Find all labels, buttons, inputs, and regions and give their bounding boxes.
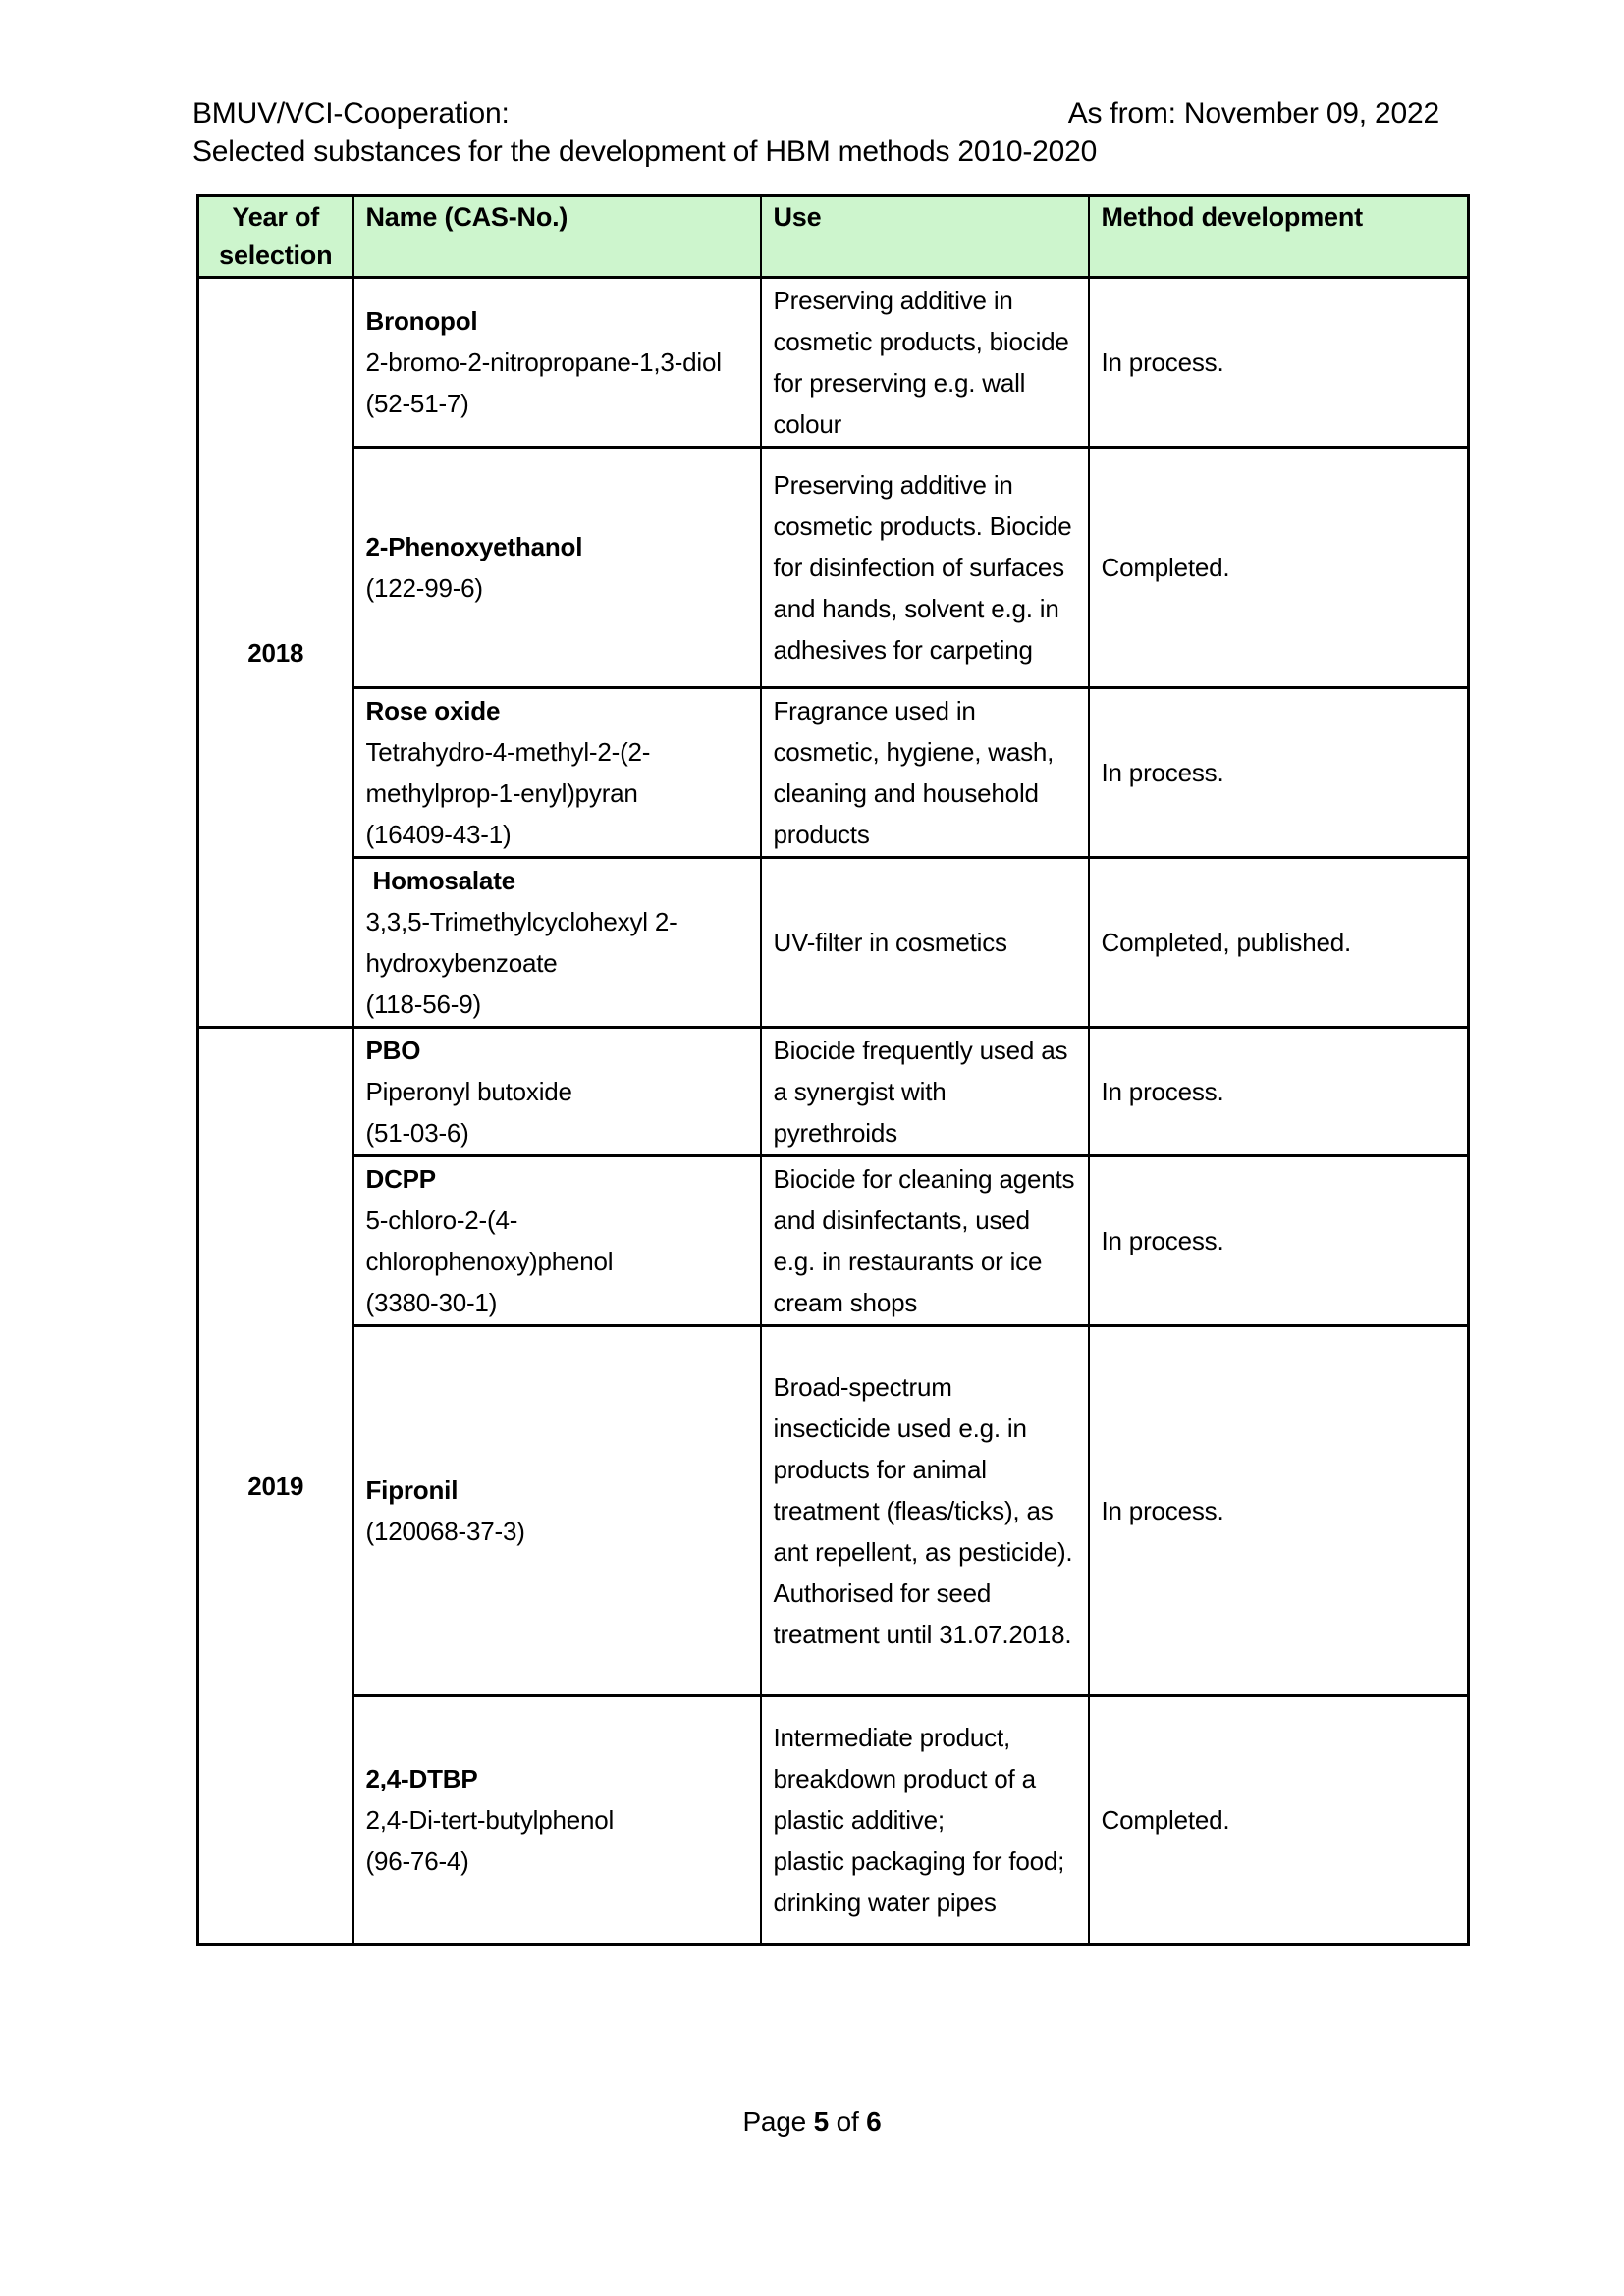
substance-name: 2-Phenoxyethanol bbox=[365, 532, 583, 561]
cell-year-2019: 2019 bbox=[198, 1028, 353, 1945]
cell-name bbox=[353, 1028, 761, 1156]
use-paragraph: Intermediate product, breakdown product of a plastic additive; bbox=[773, 1723, 1036, 1835]
cell-method: In process. bbox=[1089, 688, 1469, 858]
substance-name: Rose oxide bbox=[365, 696, 501, 725]
cell-use bbox=[761, 1156, 1089, 1326]
use-paragraph: Fragrance used in cosmetic, hygiene, wash, cleaning and household products bbox=[773, 696, 1055, 849]
col-header-name: Name (CAS-No.) bbox=[353, 196, 761, 278]
cell-name bbox=[353, 1156, 761, 1326]
cell-method: Completed, published. bbox=[1089, 858, 1469, 1028]
cell-use bbox=[761, 448, 1089, 688]
cell-name bbox=[353, 1696, 761, 1945]
table-row bbox=[198, 1028, 1469, 1156]
footer-prefix: Page bbox=[742, 2107, 807, 2137]
substance-cas: (16409-43-1) bbox=[365, 820, 512, 849]
footer-page-number: 5 bbox=[813, 2107, 830, 2137]
use-paragraph: Preserving additive in cosmetic products, biocide for preserving e.g. wall colour bbox=[773, 286, 1069, 439]
cell-year-2018: 2018 bbox=[198, 278, 353, 1028]
cell-method: Completed. bbox=[1089, 448, 1469, 688]
substance-chemname: 5-chloro-2-(4-chlorophenoxy)phenol bbox=[365, 1205, 614, 1276]
substance-chemname: 2,4-Di-tert-butylphenol bbox=[365, 1805, 615, 1835]
cell-method: In process. bbox=[1089, 1028, 1469, 1156]
footer-total-pages: 6 bbox=[866, 2107, 882, 2137]
table-row bbox=[198, 1696, 1469, 1945]
use-paragraph: Biocide frequently used as a synergist with pyrethroids bbox=[773, 1036, 1068, 1148]
header-date: As from: November 09, 2022 bbox=[1067, 97, 1439, 130]
table-row bbox=[198, 858, 1469, 1028]
table-row bbox=[198, 1326, 1469, 1696]
col-header-method: Method development bbox=[1089, 196, 1469, 278]
table-row bbox=[198, 278, 1469, 448]
substance-name: Bronopol bbox=[365, 306, 478, 336]
cell-method: Completed. bbox=[1089, 1696, 1469, 1945]
cell-use bbox=[761, 278, 1089, 448]
cell-method: In process. bbox=[1089, 1326, 1469, 1696]
cell-use bbox=[761, 1696, 1089, 1945]
use-paragraph: Authorised for seed treatment until 31.07.2018. bbox=[773, 1578, 1072, 1649]
cell-method: In process. bbox=[1089, 278, 1469, 448]
col-header-use: Use bbox=[761, 196, 1089, 278]
col-header-year: Year of selection bbox=[198, 196, 353, 278]
substance-name: Homosalate bbox=[365, 866, 515, 895]
substance-cas: (122-99-6) bbox=[365, 573, 483, 603]
cell-name bbox=[353, 688, 761, 858]
substances-table bbox=[196, 194, 1470, 1946]
substance-chemname: 2-bromo-2-nitropropane-1,3-diol bbox=[365, 347, 722, 377]
substance-cas: (52-51-7) bbox=[365, 389, 469, 418]
substance-chemname: Piperonyl butoxide bbox=[365, 1077, 572, 1106]
header-subtitle: Selected substances for the development of HBM methods 2010-2020 bbox=[192, 135, 1098, 168]
page-footer bbox=[0, 2107, 1624, 2138]
substance-cas: (118-56-9) bbox=[365, 989, 481, 1019]
cell-name bbox=[353, 1326, 761, 1696]
use-paragraph: plastic packaging for food; drinking water pipes bbox=[773, 1846, 1065, 1917]
substance-name: DCPP bbox=[365, 1164, 436, 1194]
substance-cas: (96-76-4) bbox=[365, 1846, 469, 1876]
cell-use bbox=[761, 1326, 1089, 1696]
use-paragraph: Preserving additive in cosmetic products. Biocide for disinfection of surfaces and hands, solvent e.g. in adhesives for carpeting bbox=[773, 470, 1072, 665]
table-row bbox=[198, 1156, 1469, 1326]
use-paragraph: UV-filter in cosmetics bbox=[773, 928, 1007, 957]
use-paragraph: Broad-spectrum insecticide used e.g. in products for animal treatment (fleas/ticks), as ant repellent, as pesticide). bbox=[773, 1372, 1073, 1567]
cell-name bbox=[353, 278, 761, 448]
header-title: BMUV/VCI-Cooperation: bbox=[192, 97, 510, 130]
table-row bbox=[198, 688, 1469, 858]
substance-cas: (51-03-6) bbox=[365, 1118, 469, 1148]
use-paragraph: Biocide for cleaning agents and disinfectants, used e.g. in restaurants or ice cream shops bbox=[773, 1164, 1075, 1317]
cell-use bbox=[761, 858, 1089, 1028]
substance-name: 2,4-DTBP bbox=[365, 1764, 478, 1793]
cell-method: In process. bbox=[1089, 1156, 1469, 1326]
substance-chemname: Tetrahydro-4-methyl-2-(2-methylprop-1-enyl)pyran bbox=[365, 737, 651, 808]
table-header-row bbox=[198, 196, 1469, 278]
cell-name bbox=[353, 448, 761, 688]
substance-cas: (3380-30-1) bbox=[365, 1288, 498, 1317]
document-header bbox=[192, 94, 1439, 171]
substance-chemname: 3,3,5-Trimethylcyclohexyl 2-hydroxybenzoate bbox=[365, 907, 677, 978]
substance-name: PBO bbox=[365, 1036, 421, 1065]
substance-cas: (120068-37-3) bbox=[365, 1517, 525, 1546]
cell-use bbox=[761, 688, 1089, 858]
substance-name: Fipronil bbox=[365, 1475, 459, 1505]
cell-name bbox=[353, 858, 761, 1028]
cell-use bbox=[761, 1028, 1089, 1156]
footer-separator: of bbox=[836, 2107, 859, 2137]
table-row bbox=[198, 448, 1469, 688]
